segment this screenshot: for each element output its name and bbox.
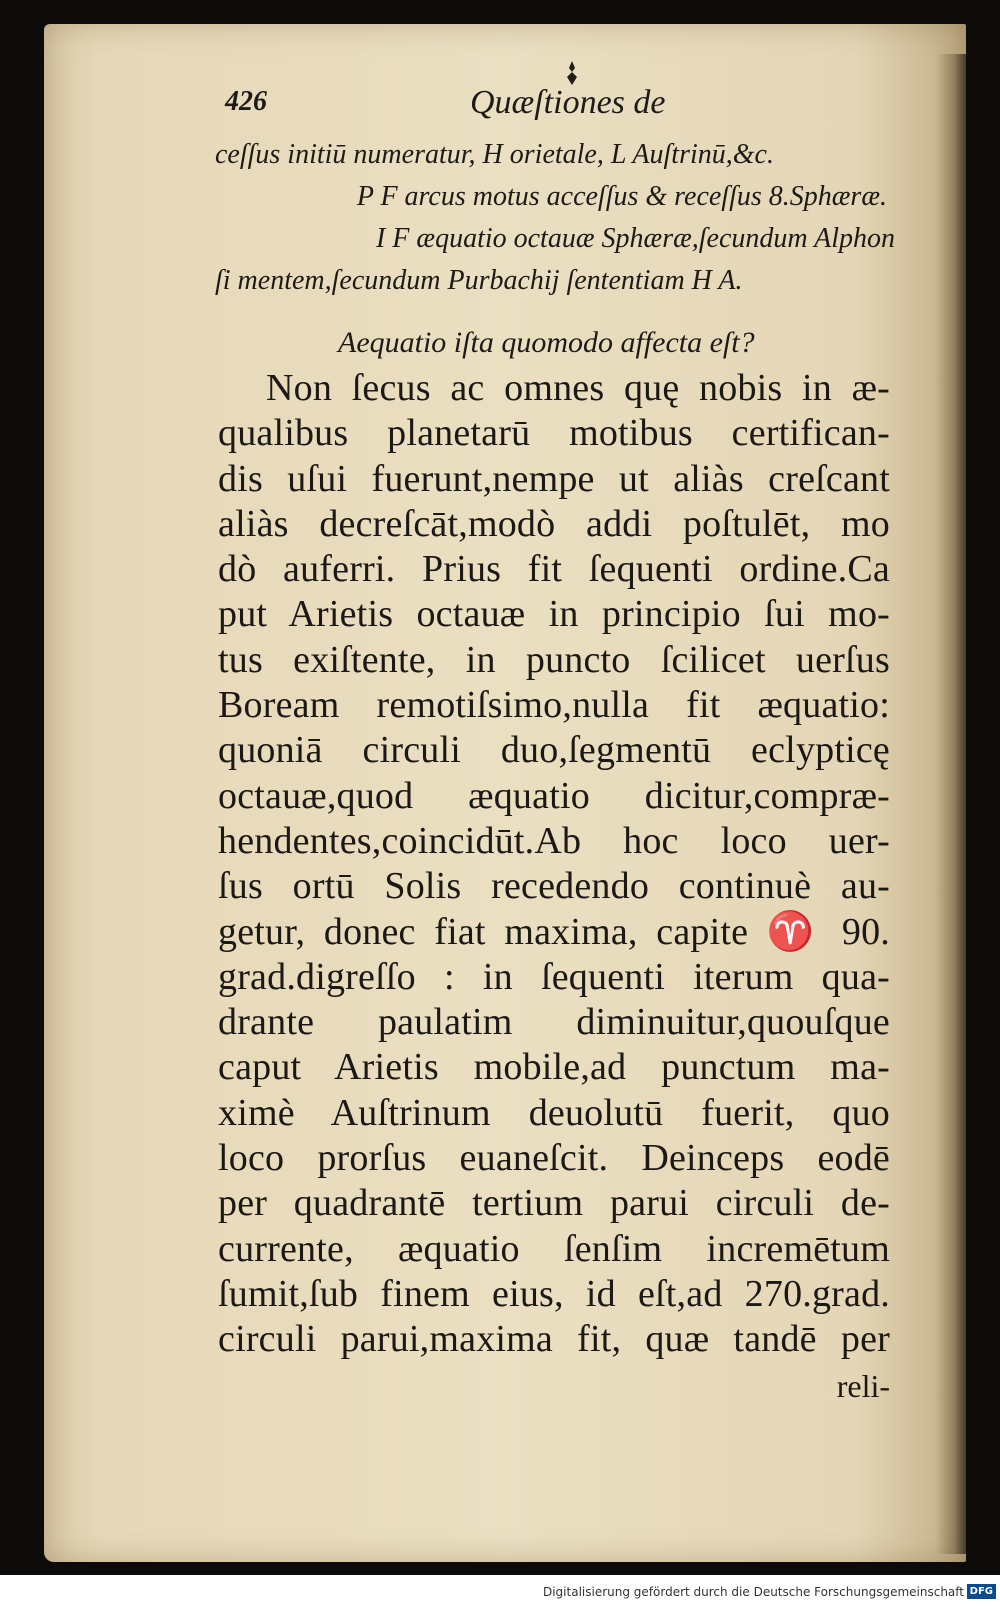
body-line: Boream remotiſsimo,nulla fit æquatio: (218, 684, 890, 727)
body-line: currente, æquatio ſenſim incremētum (218, 1227, 890, 1270)
body-line: hendentes,coincidūt.Ab hoc loco uer- (218, 819, 890, 862)
body-line: qualibus planetarū motibus certifican- (218, 412, 890, 455)
dfg-logo-icon: DFG (967, 1584, 996, 1599)
body-line: put Arietis octauæ in principio ſui mo- (218, 593, 890, 636)
legend-line: ſi mentem,ſecundum Purbachij ſententiam H A. (215, 265, 743, 296)
body-line: circuli parui,maxima fit, quæ tandē per (218, 1318, 890, 1361)
legend-line: I F æquatio octauæ Sphæræ,ſecundum Alphon (375, 223, 895, 254)
catchword: reli- (836, 1368, 890, 1404)
diagram-legend-text (215, 134, 895, 302)
body-line: ſumit,ſub finem eius, id eſt,ad 270.grad. (218, 1272, 890, 1315)
body-line: ximè Auſtrinum deuolutū fuerit, quo (218, 1091, 890, 1134)
body-line: loco prorſus euaneſcit. Deinceps eodē (218, 1137, 890, 1180)
ornament-icon (564, 60, 580, 86)
body-line: ſus ortū Solis recedendo continuè au- (218, 865, 890, 908)
page-header (225, 84, 885, 124)
funding-notice: Digitalisierung gefördert durch die Deutsche Forschungsgemeinschaft (542, 1585, 964, 1599)
legend-line: P F arcus motus acceſſus & receſſus 8.Sphæræ. (356, 181, 887, 212)
page-number: 426 (225, 86, 267, 117)
body-line: Non ſecus ac omnes quę nobis in æ- (266, 367, 890, 409)
body-line: drante paulatim diminuitur,quouſque (218, 1001, 890, 1044)
running-title: Quæſtiones de (470, 84, 666, 121)
legend-line: ceſſus initiū numeratur, H orietale, L Auſtrinū,&c. (215, 139, 774, 170)
question-heading: Aequatio iſta quomodo affecta eſt? (338, 326, 755, 359)
body-line: getur, donec fiat maxima, capite ♈ 90. (218, 910, 890, 953)
body-line: octauæ,quod æquatio dicitur,compræ- (218, 774, 890, 817)
body-line: per quadrantē tertium parui circuli de- (218, 1182, 890, 1225)
body-line: caput Arietis mobile,ad punctum ma- (218, 1046, 890, 1089)
page-spine-shadow (936, 54, 966, 1554)
body-line: grad.digreſſo : in ſequenti iterum qua- (218, 955, 890, 998)
footer-bar (0, 1578, 1000, 1607)
body-line: dis uſui fuerunt,nempe ut aliàs creſcant (218, 457, 890, 500)
body-paragraph (218, 366, 890, 1363)
body-line: tus exiſtente, in puncto ſcilicet uerſus (218, 638, 890, 681)
body-line: quoniā circuli duo,ſegmentū eclypticę (218, 729, 890, 772)
body-line: aliàs decreſcāt,modò addi poſtulēt, mo (218, 502, 890, 545)
body-line: dò auferri. Prius fit ſequenti ordine.Ca (218, 548, 890, 591)
